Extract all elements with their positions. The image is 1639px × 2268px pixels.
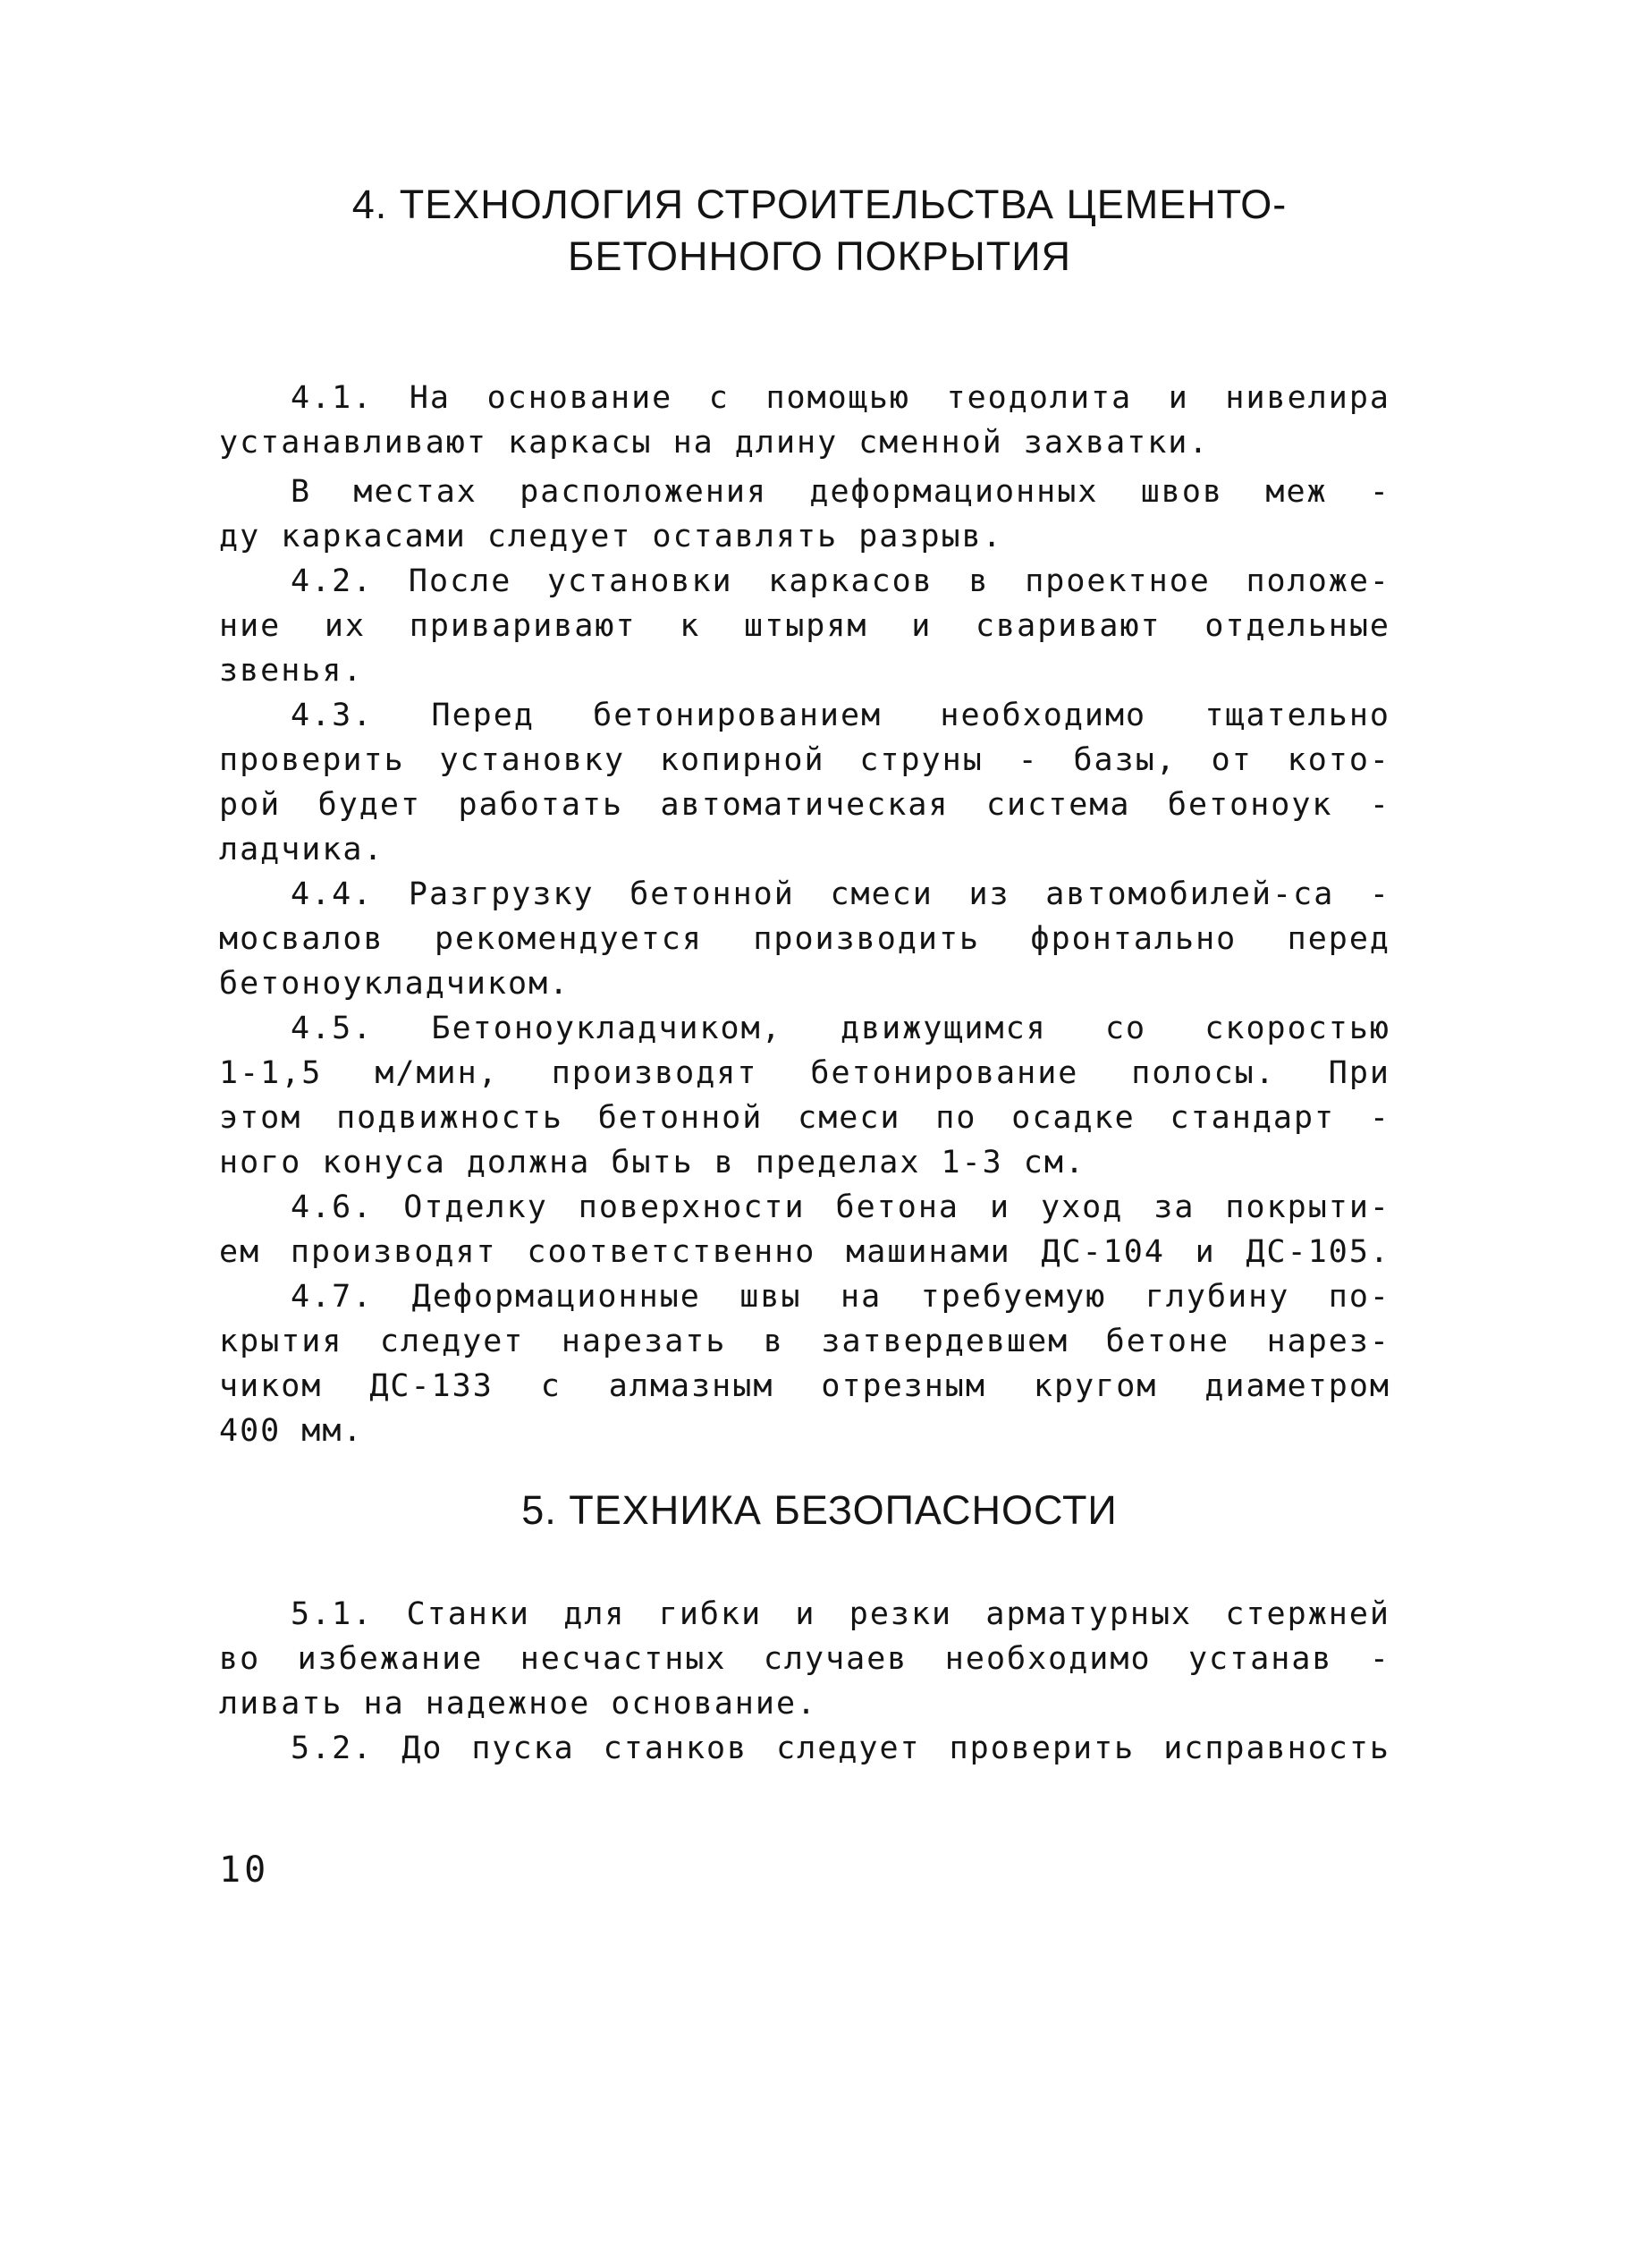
text-line: 4.1. На основание с помощью теодолита и нивелира xyxy=(291,380,1390,416)
paragraph-4-1 xyxy=(219,376,1390,465)
text-line: 5.1. Станки для гибки и резки арматурных стержней xyxy=(291,1596,1390,1632)
text-line: устанавливают каркасы на длину сменной захватки. xyxy=(219,425,1210,461)
text-line: звенья. xyxy=(219,653,364,689)
text-line: чиком ДС-133 с алмазным отрезным кругом диаметром xyxy=(219,1368,1390,1404)
paragraph-4-2 xyxy=(219,559,1390,693)
text-line: бетоноукладчиком. xyxy=(219,966,570,1002)
text-line: проверить установку копирной струны - базы, от кото- xyxy=(219,742,1390,778)
text-line: 5.2. До пуска станков следует проверить исправность xyxy=(291,1731,1390,1766)
text-line: ладчика. xyxy=(219,832,384,867)
text-line: 4.2. После установки каркасов в проектное положе- xyxy=(291,563,1390,599)
text-line: ливать на надежное основание. xyxy=(219,1686,818,1722)
text-line: 1-1,5 м/мин, производят бетонирование полосы. При xyxy=(219,1055,1390,1091)
paragraph-4-4 xyxy=(219,872,1390,1006)
text-line: ду каркасами следует оставлять разрыв. xyxy=(219,519,1003,554)
page-number: 10 xyxy=(219,1849,270,1891)
text-line: мосвалов рекомендуется производить фронтально перед xyxy=(219,921,1390,957)
section-5-heading xyxy=(215,1485,1424,1536)
text-line: ем производят соответственно машинами ДС-104 и ДС-105. xyxy=(219,1234,1390,1270)
paragraph-4-1-continued xyxy=(219,470,1390,559)
section-4-heading-line-2: БЕТОННОГО ПОКРЫТИЯ xyxy=(567,233,1072,279)
section-5-heading-text: 5. ТЕХНИКА БЕЗОПАСНОСТИ xyxy=(521,1487,1118,1533)
text-line: 4.6. Отделку поверхности бетона и уход за покрыти- xyxy=(291,1189,1390,1225)
paragraph-5-2 xyxy=(219,1726,1390,1771)
paragraph-4-5 xyxy=(219,1006,1390,1185)
text-line: ного конуса должна быть в пределах 1-3 см. xyxy=(219,1145,1086,1181)
text-line: 4.4. Разгрузку бетонной смеси из автомобилей-са - xyxy=(291,876,1390,912)
paragraph-5-1 xyxy=(219,1592,1390,1726)
paragraph-4-6 xyxy=(219,1185,1390,1274)
text-line: во избежание несчастных случаев необходимо устанав - xyxy=(219,1641,1390,1677)
text-line: крытия следует нарезать в затвердевшем бетоне нарез- xyxy=(219,1324,1390,1359)
section-4-heading-line-1: 4. ТЕХНОЛОГИЯ СТРОИТЕЛЬСТВА ЦЕМЕНТО- xyxy=(351,182,1288,227)
paragraph-4-7 xyxy=(219,1274,1390,1453)
text-line: 4.3. Перед бетонированием необходимо тщательно xyxy=(291,698,1390,733)
text-line: 4.7. Деформационные швы на требуемую глубину по- xyxy=(291,1279,1390,1315)
paragraph-4-3 xyxy=(219,693,1390,872)
text-line: 4.5. Бетоноукладчиком, движущимся со скоростью xyxy=(291,1011,1390,1046)
text-line: рой будет работать автоматическая система бетоноук - xyxy=(219,787,1390,823)
text-line: этом подвижность бетонной смеси по осадке стандарт - xyxy=(219,1100,1390,1136)
text-line: ние их приваривают к штырям и сваривают отдельные xyxy=(219,608,1390,644)
text-line: В местах расположения деформационных швов меж - xyxy=(291,474,1390,510)
section-4-heading xyxy=(215,179,1424,283)
text-line: 400 мм. xyxy=(219,1413,364,1449)
